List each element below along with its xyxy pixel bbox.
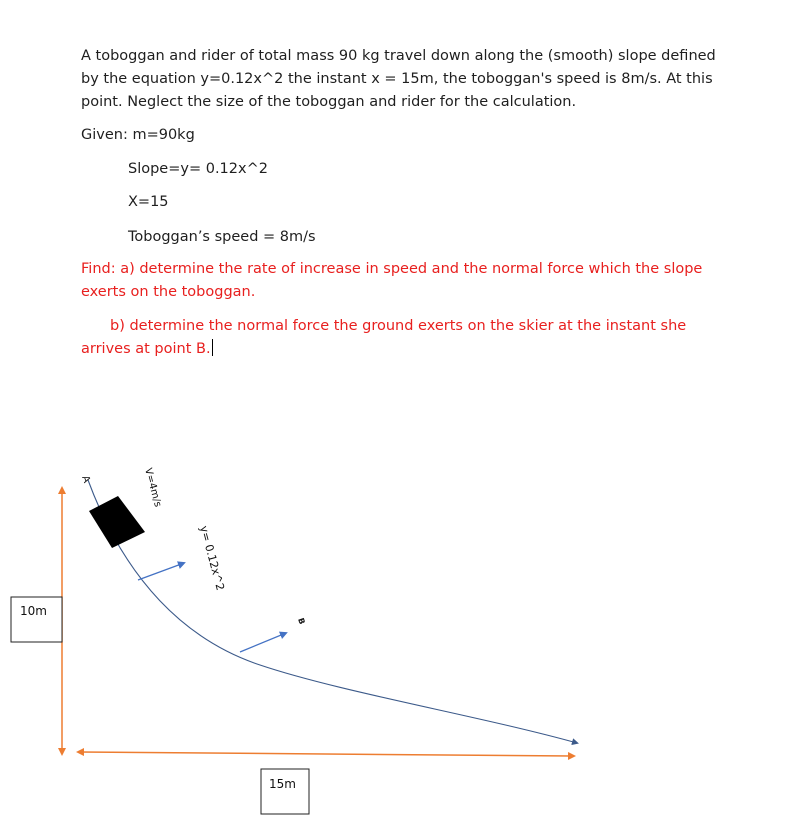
given-label: Given: m=90kg [81, 127, 195, 143]
slope-curve [88, 480, 577, 743]
find-a-line-2: exerts on the toboggan. [81, 284, 256, 300]
normal-arrow-lower [240, 633, 286, 652]
point-a-label: A [79, 474, 92, 485]
find-a-line-1: Find: a) determine the rate of increase in speed and the normal force which the slope [81, 261, 703, 277]
given-speed: Toboggan’s speed = 8m/s [128, 229, 316, 245]
problem-line-2: by the equation y=0.12x^2 the instant x = 15m, the toboggan's speed is 8m/s. At this [81, 71, 713, 87]
problem-line-1: A toboggan and rider of total mass 90 kg travel down along the (smooth) slope defined [81, 48, 716, 64]
normal-arrow-upper [138, 563, 184, 580]
velocity-label: V=4m/s [142, 466, 164, 509]
given-slope: Slope=y= 0.12x^2 [128, 161, 268, 177]
width-label-box [261, 769, 309, 814]
width-label: 15m [269, 777, 296, 791]
width-dimension-line [80, 752, 572, 756]
point-b-label: B [296, 616, 307, 626]
problem-line-3: point. Neglect the size of the toboggan and rider for the calculation. [81, 94, 577, 110]
height-label: 10m [20, 604, 47, 618]
curve-equation-label: y= 0.12x^2 [197, 524, 227, 592]
given-x: X=15 [128, 194, 169, 210]
find-b-line-2: arrives at point B. [81, 341, 211, 357]
find-b-line-1: b) determine the normal force the ground exerts on the skier at the instant she [110, 318, 687, 334]
